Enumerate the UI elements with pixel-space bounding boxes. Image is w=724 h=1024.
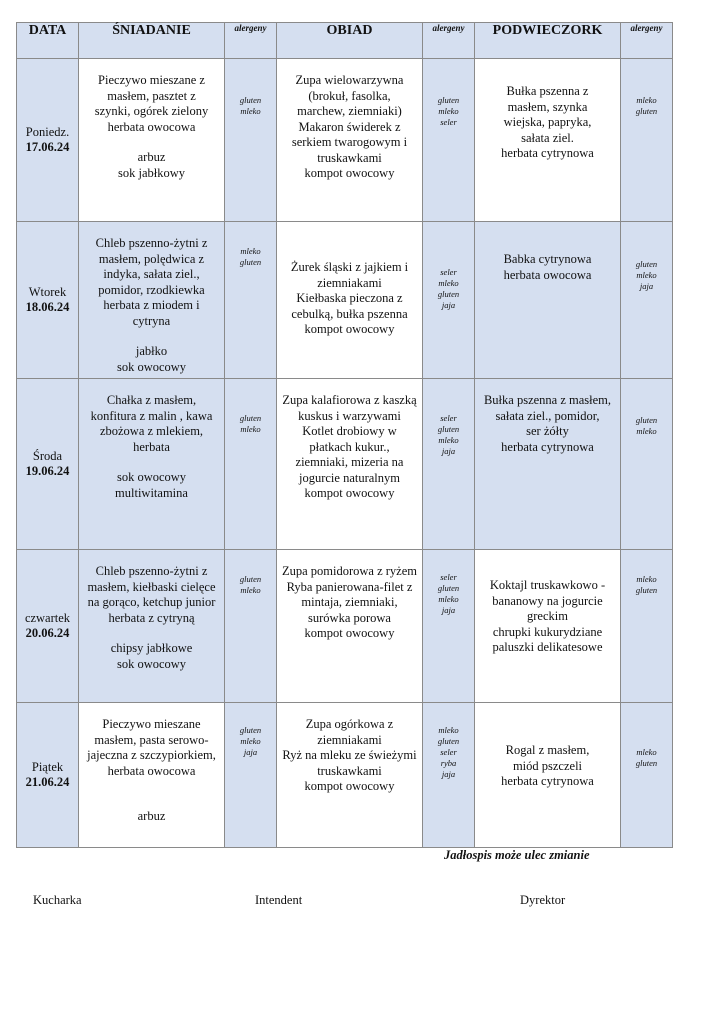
menu-line: pomidor, rzodkiewka [98,282,205,297]
menu-line: mleko [240,585,261,595]
menu-line: sok owocowy [116,359,187,374]
menu-line: masłem, szynka [507,99,588,114]
menu-line: herbata owocowa [503,267,592,282]
menu-line: kuskus i warzywami [298,408,401,423]
menu-line: Zupa pomidorowa z ryżem [281,564,418,578]
menu-line: marchew, ziemniaki) [297,104,402,118]
menu-line: seler [440,413,457,423]
menu-line: mleko [438,594,459,604]
menu-change-note: Jadłospis może ulec zmianie [444,848,590,862]
day-row [17,222,673,379]
breakfast-cell [79,550,225,703]
menu-line [79,779,224,794]
day-name: Środa [32,449,63,463]
menu-line: kompot owocowy [304,486,395,500]
menu-line: chrupki kukurydziane [492,624,603,639]
menu-line: Zupa kalafiorowa z kaszką [282,393,417,407]
menu-line: mleko [636,574,657,584]
menu-line: płatkach kukur., [309,439,390,454]
menu-line: kompot owocowy [304,166,395,180]
menu-line: mleko [636,426,657,436]
menu-line: mleko [438,435,459,445]
snack-allergens-cell [621,59,673,222]
menu-line: gluten [635,415,658,425]
snack-allergens-cell [621,703,673,848]
day-date: 19.06.24 [25,464,70,478]
menu-line: ziemniakami [317,732,382,747]
menu-line: mleko [240,736,261,746]
lunch-allergens-cell [423,59,475,222]
snack-cell [475,703,621,848]
menu-line: herbata z cytryną [108,610,195,625]
menu-line: gluten [239,257,262,267]
menu-line: arbuz [137,150,166,164]
day-date: 20.06.24 [25,626,70,640]
menu-line: Bułka pszenna z [506,84,589,98]
menu-line: Zupa ogórkowa z [305,717,394,731]
lunch-allergens-cell [423,222,475,379]
menu-line: gluten [635,585,658,595]
menu-line: arbuz [137,809,166,823]
day-date: 18.06.24 [25,300,70,314]
menu-line: mleko [240,424,261,434]
day-cell [17,222,79,379]
menu-line: gluten [437,424,460,434]
menu-line: serkiem twarogowym i [291,135,408,149]
menu-line: Chleb pszenno-żytni z [95,564,208,578]
menu-line: seler [440,747,457,757]
snack-cell [475,222,621,379]
menu-line: truskawkami [317,150,382,165]
menu-line: kompot owocowy [304,626,395,640]
menu-line: sałata ziel., pomidor, [495,408,600,423]
header-snack-allergens: alergeny [621,23,673,59]
menu-line: herbata owocowa [107,763,196,778]
lunch-allergens-cell [423,550,475,703]
menu-line: jaja [441,300,456,310]
menu-line: gluten [437,736,460,746]
day-date: 17.06.24 [25,140,70,154]
day-name: Wtorek [28,285,67,299]
menu-line: paluszki delikatesowe [492,640,603,654]
menu-line: sok owocowy [116,470,187,484]
menu-line: Żurek śląski z jajkiem i [290,260,409,274]
day-row [17,703,673,848]
header-date: DATA [17,23,79,59]
menu-line: herbata cytrynowa [501,774,594,788]
menu-line: herbata owocowa [107,119,196,134]
menu-line: mleko [240,106,261,116]
menu-line: Kiełbaska pieczona z [296,291,403,305]
menu-line: cytryna [132,313,171,328]
header-row [17,23,673,59]
menu-line: mintaja, ziemniaki, [301,595,398,609]
signature-quartermaster: Intendent [255,893,303,907]
lunch-cell [277,222,423,379]
menu-line: masłem, pasztet z [107,88,196,103]
header-snack: PODWIECZORK [475,23,621,59]
header-lunch: OBIAD [277,23,423,59]
menu-line: Babka cytrynowa [503,252,592,266]
menu-line: seler [440,572,457,582]
day-cell [17,703,79,848]
menu-line: herbata cytrynowa [501,439,594,454]
menu-line: Kotlet drobiowy w [302,424,397,438]
menu-table [16,22,673,848]
day-cell [17,59,79,222]
breakfast-cell [79,703,225,848]
breakfast-allergens-cell [225,550,277,703]
lunch-cell [277,703,423,848]
menu-line: mleko [438,725,459,735]
menu-line: masłem, pasta serowo- [94,732,209,747]
menu-line: Bułka pszenna z masłem, [483,393,612,407]
menu-line: gluten [239,574,262,584]
menu-line: gluten [437,583,460,593]
header-lunch-allergens: alergeny [423,23,475,59]
menu-line: mleko [438,106,459,116]
day-row [17,379,673,550]
snack-cell [475,550,621,703]
day-cell [17,379,79,550]
menu-line: cebulką, bułka pszenna [291,306,408,321]
header-breakfast-allergens: alergeny [225,23,277,59]
menu-line [79,329,224,344]
snack-allergens-cell [621,550,673,703]
menu-line [79,455,224,470]
menu-line: na gorąco, ketchup junior [87,595,216,609]
signature-director: Dyrektor [520,893,566,907]
snack-cell [475,379,621,550]
menu-line: Koktajl truskawkowo - [489,578,606,592]
snack-allergens-cell [621,379,673,550]
breakfast-cell [79,59,225,222]
menu-line: zbożowa z mlekiem, [99,424,204,438]
menu-line: gluten [635,259,658,269]
menu-line: jaja [441,769,456,779]
menu-line: masłem, polędwica z [98,251,205,266]
breakfast-cell [79,379,225,550]
menu-line: mleko [636,95,657,105]
lunch-cell [277,550,423,703]
menu-line: gluten [239,413,262,423]
menu-line: Pieczywo mieszane z [98,73,205,87]
menu-line: herbata cytrynowa [501,146,594,160]
menu-line: ser żółty [526,424,569,438]
menu-line: mleko [438,278,459,288]
breakfast-allergens-cell [225,59,277,222]
lunch-allergens-cell [423,379,475,550]
day-name: czwartek [24,611,71,625]
menu-line: herbata z miodem i [103,298,200,312]
snack-cell [475,59,621,222]
menu-line: gluten [437,95,460,105]
menu-line: kompot owocowy [304,322,395,336]
menu-line: sałata ziel. [521,130,574,145]
menu-line: mleko [240,246,261,256]
menu-line: jaja [639,281,654,291]
menu-line: gluten [635,106,658,116]
menu-line: seler [440,267,457,277]
menu-line: kompot owocowy [304,779,395,793]
menu-line: jaja [441,605,456,615]
menu-line: truskawkami [317,763,382,778]
day-row [17,550,673,703]
menu-line: multiwitamina [115,485,188,500]
lunch-allergens-cell [423,703,475,848]
menu-line [79,135,224,150]
menu-line: (brokuł, fasolka, [308,88,391,103]
day-date: 21.06.24 [25,775,70,789]
day-row [17,59,673,222]
menu-line: mleko [636,270,657,280]
day-name: Poniedz. [25,125,70,139]
breakfast-allergens-cell [225,222,277,379]
menu-line [79,794,224,809]
day-cell [17,550,79,703]
menu-line: indyka, sałata ziel., [103,267,200,281]
menu-line: sok jabłkowy [117,165,185,180]
menu-line: bananowy na jogurcie [492,593,603,608]
menu-line [79,626,224,641]
menu-line: ryba [440,758,457,768]
menu-line: Ryba panierowana-filet z [286,579,413,594]
menu-line: jabłko [135,344,168,358]
menu-line: szynki, ogórek zielony [94,104,209,118]
breakfast-cell [79,222,225,379]
breakfast-allergens-cell [225,703,277,848]
menu-line: gluten [635,758,658,768]
menu-line: Ryż na mleku ze świeżymi [282,748,417,762]
menu-line: sok owocowy [116,656,187,671]
menu-line: Makaron świderek z [298,119,401,134]
menu-line: masłem, kiełbaski cielęce [87,579,216,594]
menu-line: ziemniaki, mizeria na [295,455,404,469]
menu-line: konfitura z malin , kawa [90,408,213,423]
menu-line: mleko [636,747,657,757]
menu-line: Rogal z masłem, [505,743,590,757]
menu-line: gluten [239,95,262,105]
menu-line: gluten [437,289,460,299]
menu-line: herbata [133,439,170,454]
menu-line: chipsy jabłkowe [110,641,193,655]
lunch-cell [277,379,423,550]
signature-cook: Kucharka [33,893,82,907]
menu-line: Pieczywo mieszane [102,717,201,731]
lunch-cell [277,59,423,222]
header-breakfast: ŚNIADANIE [79,23,225,59]
menu-line: jaja [441,446,456,456]
menu-line: wiejska, papryka, [503,115,592,129]
menu-line: Zupa wielowarzywna [295,73,404,87]
day-name: Piątek [31,760,64,774]
menu-line: miód pszczeli [512,758,583,773]
menu-line: jogurcie naturalnym [298,470,400,485]
menu-line: Chałka z masłem, [106,393,197,407]
menu-line: seler [440,117,457,127]
snack-allergens-cell [621,222,673,379]
menu-line: ziemniakami [317,275,382,290]
menu-line: greckim [527,609,568,623]
menu-line: Chleb pszenno-żytni z [95,236,208,250]
menu-line: surówka porowa [308,610,391,625]
menu-line: gluten [239,725,262,735]
menu-line: jajeczna z szczypiorkiem, [87,748,216,762]
menu-line: jaja [243,747,258,757]
breakfast-allergens-cell [225,379,277,550]
